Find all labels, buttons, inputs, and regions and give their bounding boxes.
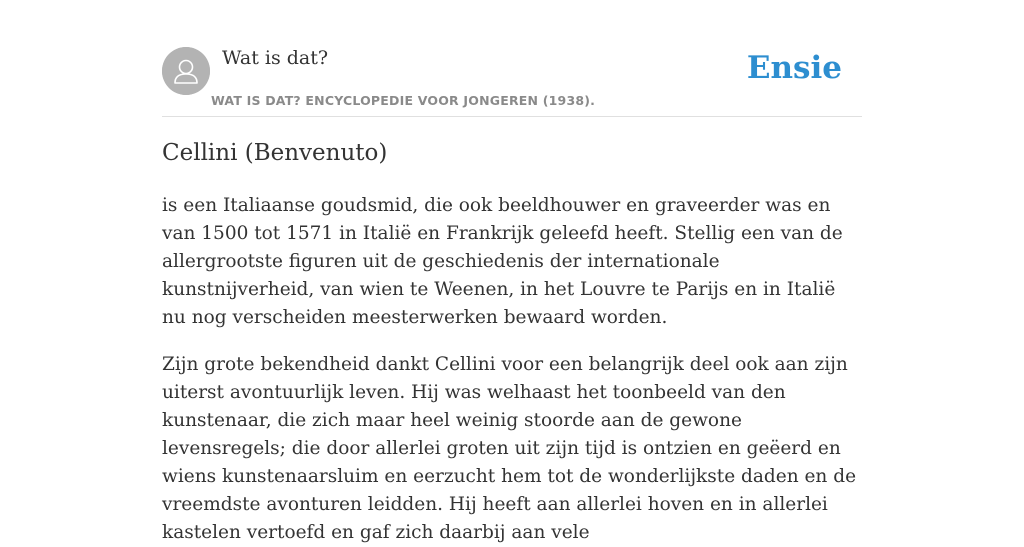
avatar[interactable] xyxy=(162,47,210,95)
user-icon xyxy=(162,47,210,95)
source-subtitle[interactable]: WAT IS DAT? ENCYCLOPEDIE VOOR JONGEREN (1938). xyxy=(211,93,596,108)
article-paragraph-2: Zijn grote bekendheid dankt Cellini voor een belangrijk deel ook aan zijn uiterst avontuurlijk leven. Hij was welhaast het toonbeeld van den kunstenaar, die zich maar heel weinig stoorde aan de gewone levensregels; die door allerlei groten uit zijn tijd is ontzien en geëerd en wiens kunstenaarsluim en eerzucht hem tot de wonderlijkste daden en de vreemdste avonturen leidden. Hij heeft aan allerlei hoven en in allerlei kastelen vertoefd en gaf zich daarbij aan vele xyxy=(162,354,857,543)
article-paragraph-1: is een Italiaanse goudsmid, die ook beeldhouwer en graveerder was en van 1500 tot 1571 in Italië en Frankrijk geleefd heeft. Stellig een van de allergrootste figuren uit de geschiedenis der internationale kunstnijverheid, van wien te Weenen, in het Louvre te Parijs en in Italië nu nog verscheiden meesterwerken bewaard worden. xyxy=(162,195,843,328)
source-title[interactable]: Wat is dat? xyxy=(222,47,329,69)
source-header xyxy=(162,0,862,117)
page-container xyxy=(162,0,862,543)
article-title: Cellini (Benvenuto) xyxy=(162,140,388,166)
ensie-logo-link[interactable]: Ensie xyxy=(746,50,842,86)
